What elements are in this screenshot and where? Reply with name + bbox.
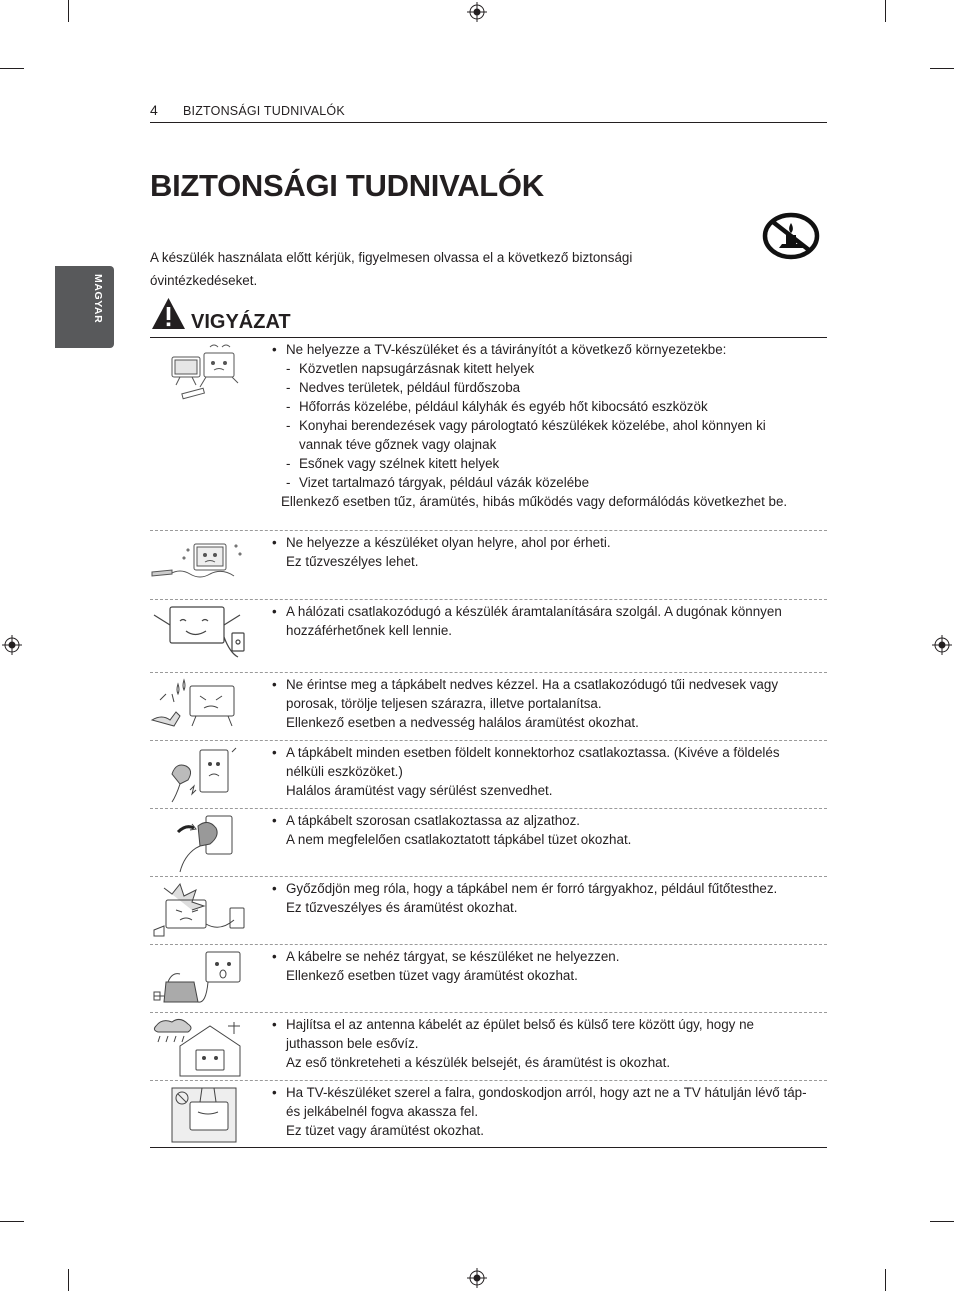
caution-text (272, 602, 812, 640)
environment-item: - Nedves területek, például fürdőszoba (272, 378, 812, 397)
caution-list (150, 337, 827, 1148)
caution-bullet: • Ne helyezze a TV-készüléket és a távirányítót a következő környezetekbe: (272, 340, 812, 359)
crop-mark (930, 68, 954, 69)
caution-text (272, 811, 812, 849)
caution-row-plug-secure (150, 808, 827, 876)
crop-mark (0, 68, 24, 69)
caution-text (272, 1083, 812, 1140)
cable-heater-illustration-icon (150, 880, 248, 942)
registration-mark-icon (467, 1268, 487, 1288)
caution-bullet: • A hálózati csatlakozódugó a készülék áramtalanítására szolgál. A dugónak könnyen hozzáférhetőnek kell lennie. (272, 602, 812, 640)
caution-bullet: • Hajlítsa el az antenna kábelét az épület belső és külső tere között úgy, hogy ne juthasson bele esővíz. (272, 1015, 812, 1053)
caution-bullet: • A tápkábelt szorosan csatlakoztassa az aljzathoz. (272, 811, 812, 830)
caution-consequence: Ellenkező esetben tűz, áramütés, hibás működés vagy deformálódás következhet be. (281, 494, 788, 509)
environment-item: - Hőforrás közelébe, például kályhák és egyéb hőt kibocsátó eszközök (272, 397, 812, 416)
page-number: 4 (150, 102, 158, 118)
heavy-object-on-cable-illustration-icon (150, 948, 248, 1010)
registration-mark-icon (2, 635, 22, 655)
caution-text (272, 743, 812, 800)
caution-text (272, 947, 812, 985)
caution-bullet: • Ne érintse meg a tápkábelt nedves kézzel. Ha a csatlakozódugó tűi nedvesek vagy porosak, törölje teljesen szárazra, illetve portalanítsa. (272, 675, 812, 713)
caution-consequence: Ez tüzet vagy áramütést okozhat. (286, 1123, 484, 1138)
registration-mark-icon (932, 635, 952, 655)
caution-text (272, 340, 812, 511)
intro-paragraph: A készülék használata előtt kérjük, figyelmesen olvassa el a következő biztonsági óvintézkedéseket. (150, 250, 633, 288)
environment-item: - Esőnek vagy szélnek kitett helyek (272, 454, 812, 473)
caution-row-plug-access (150, 599, 827, 672)
crop-mark (68, 0, 69, 22)
caution-text (272, 675, 812, 732)
crop-mark (68, 1269, 69, 1291)
caution-row-dust (150, 530, 827, 599)
page-title: BIZTONSÁGI TUDNIVALÓK (150, 168, 544, 203)
caution-row-environment (150, 337, 827, 530)
caution-row-grounding (150, 740, 827, 808)
plug-insert-illustration-icon (150, 812, 248, 874)
tv-plug-access-illustration-icon (150, 603, 248, 665)
language-side-tab (55, 266, 114, 348)
wall-mount-cable-illustration-icon (150, 1084, 248, 1146)
language-side-tab-label: MAGYAR (92, 274, 104, 324)
registration-mark-icon (467, 2, 487, 22)
warning-triangle-icon (151, 297, 186, 330)
caution-consequence: Ellenkező esetben a nedvesség halálos áramütést okozhat. (286, 715, 639, 730)
tv-dust-illustration-icon (150, 534, 248, 596)
header-section-title: BIZTONSÁGI TUDNIVALÓK (183, 104, 345, 118)
caution-consequence: A nem megfelelően csatlakoztatott tápkábel tüzet okozhat. (286, 832, 632, 847)
caution-text (272, 1015, 812, 1072)
no-open-flame-icon (762, 210, 820, 260)
caution-row-wall-mount (150, 1080, 827, 1148)
caution-consequence: Az eső tönkreteheti a készülék belsejét, és áramütést is okozhat. (286, 1055, 671, 1070)
crop-mark (885, 1269, 886, 1291)
caution-bullet: • Ne helyezze a készüléket olyan helyre, ahol por érheti. (272, 533, 812, 552)
caution-row-hot-objects (150, 876, 827, 944)
caution-bullet: • A tápkábelt minden esetben földelt konnektorhoz csatlakoztassa. (Kivéve a földelés nélküli eszközöket.) (272, 743, 812, 781)
environment-item: - Vizet tartalmazó tárgyak, például vázák közelébe (272, 473, 812, 492)
crop-mark (885, 0, 886, 22)
caution-bullet: • Győződjön meg róla, hogy a tápkábel nem ér forró tárgyakhoz, például fűtőtesthez. (272, 879, 812, 898)
caution-row-heavy-objects (150, 944, 827, 1012)
caution-row-antenna (150, 1012, 827, 1080)
caution-bullet: • A kábelre se nehéz tárgyat, se készüléket ne helyezzen. (272, 947, 812, 966)
wet-hands-plug-illustration-icon (150, 676, 248, 738)
antenna-cable-rain-illustration-icon (150, 1016, 248, 1078)
page-header (150, 100, 827, 123)
caution-row-wet-hands (150, 672, 827, 740)
grounded-outlet-illustration-icon (150, 744, 248, 806)
caution-text (272, 533, 812, 571)
caution-consequence: Halálos áramütést vagy sérülést szenvedhet. (286, 783, 553, 798)
environment-item: - Konyhai berendezések vagy párologtató készülékek közelébe, ahol könnyen ki vannak téve gőznek vagy olajnak (272, 416, 812, 454)
crop-mark (0, 1221, 24, 1222)
tv-environment-illustration-icon (150, 343, 248, 405)
caution-consequence: Ez tűzveszélyes és áramütést okozhat. (286, 900, 518, 915)
crop-mark (930, 1221, 954, 1222)
environment-item: - Közvetlen napsugárzásnak kitett helyek (272, 359, 812, 378)
caution-bullet: • Ha TV-készüléket szerel a falra, gondoskodjon arról, hogy azt ne a TV hátulján lévő táp- és jelkábelnél fogva akassza fel. (272, 1083, 812, 1121)
caution-text (272, 879, 812, 917)
warning-heading: VIGYÁZAT (191, 311, 291, 333)
caution-consequence: Ellenkező esetben tüzet vagy áramütést okozhat. (286, 968, 578, 983)
caution-consequence: Ez tűzveszélyes lehet. (286, 554, 419, 569)
